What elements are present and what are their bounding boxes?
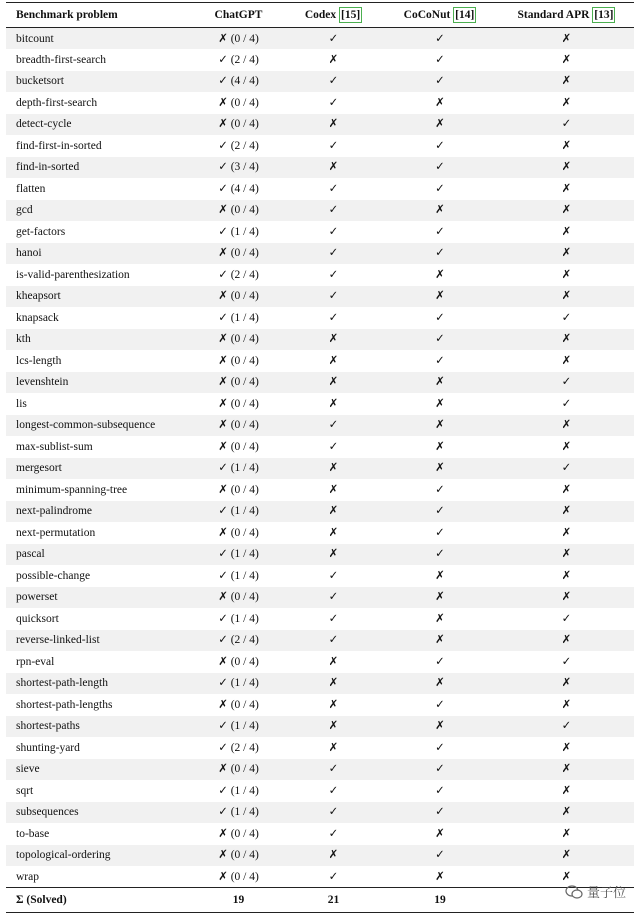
cell-codex: ✗ — [328, 849, 339, 862]
cell-name: flatten — [16, 182, 46, 195]
cell-name: hanoi — [16, 247, 42, 260]
cell-name: shortest-path-lengths — [16, 698, 113, 711]
cell-apr: ✗ — [561, 698, 572, 711]
table-row — [6, 716, 634, 738]
header-coconut — [381, 3, 499, 28]
cell-codex: ✗ — [328, 354, 339, 367]
cell-coconut: ✗ — [435, 118, 445, 131]
cell-codex: ✗ — [328, 462, 339, 475]
table-row — [6, 114, 634, 136]
cell-codex: ✓ — [328, 569, 339, 582]
cell-chatgpt: ✗ (0 / 4) — [218, 247, 259, 260]
cell-codex: ✗ — [328, 376, 339, 389]
header-coconut-label: CoCoNut — [403, 9, 451, 21]
header-apr-label: Standard APR — [517, 9, 590, 21]
cell-apr: ✓ — [561, 462, 572, 475]
coconut-reference-link[interactable]: [14] — [455, 9, 475, 21]
cell-chatgpt: ✓ (2 / 4) — [218, 741, 259, 754]
cell-name: knapsack — [16, 311, 59, 324]
header-standard-apr — [499, 3, 634, 28]
table-row — [6, 802, 634, 824]
cell-coconut: ✓ — [435, 182, 445, 195]
cell-coconut: ✓ — [435, 32, 445, 45]
cell-chatgpt: ✓ (1 / 4) — [218, 569, 259, 582]
cell-name: pascal — [16, 548, 45, 561]
cell-apr: ✗ — [561, 849, 572, 862]
cell-coconut: ✗ — [435, 290, 445, 303]
wechat-icon — [565, 885, 583, 899]
cell-apr: ✗ — [561, 483, 572, 496]
cell-coconut: ✗ — [435, 397, 445, 410]
cell-name: topological-ordering — [16, 849, 111, 862]
table-row — [6, 178, 634, 200]
table-row — [6, 501, 634, 523]
cell-apr: ✗ — [561, 225, 572, 238]
table-row — [6, 651, 634, 673]
cell-chatgpt: ✓ (1 / 4) — [218, 225, 259, 238]
cell-coconut: ✗ — [435, 96, 445, 109]
cell-name: kheapsort — [16, 290, 61, 303]
cell-coconut: ✓ — [435, 333, 445, 346]
table-row — [6, 264, 634, 286]
cell-name: is-valid-parenthesization — [16, 268, 130, 281]
cell-name: sieve — [16, 763, 40, 776]
cell-name: get-factors — [16, 225, 66, 238]
cell-coconut: ✗ — [435, 569, 445, 582]
cell-apr: ✗ — [561, 763, 572, 776]
table-row — [6, 286, 634, 308]
cell-apr: ✗ — [561, 75, 572, 88]
cell-coconut: ✗ — [435, 462, 445, 475]
cell-codex: ✗ — [328, 505, 339, 518]
cell-name: shortest-path-length — [16, 677, 108, 690]
cell-chatgpt: ✗ (0 / 4) — [218, 526, 259, 539]
cell-coconut: ✗ — [435, 268, 445, 281]
cell-coconut: ✗ — [435, 204, 445, 217]
table-row — [6, 845, 634, 867]
table-row — [6, 673, 634, 695]
cell-chatgpt: ✗ (0 / 4) — [218, 440, 259, 453]
cell-apr: ✗ — [561, 204, 572, 217]
cell-chatgpt: ✗ (0 / 4) — [218, 827, 259, 840]
cell-chatgpt: ✓ (1 / 4) — [218, 548, 259, 561]
cell-coconut: ✓ — [435, 548, 445, 561]
cell-name: find-in-sorted — [16, 161, 80, 174]
cell-apr: ✗ — [561, 591, 572, 604]
cell-chatgpt: ✗ (0 / 4) — [218, 870, 259, 883]
cell-name: wrap — [16, 870, 39, 883]
cell-name: reverse-linked-list — [16, 634, 100, 647]
apr-reference-link[interactable]: [13] — [594, 9, 614, 21]
cell-name: find-first-in-sorted — [16, 139, 102, 152]
cell-name: shunting-yard — [16, 741, 80, 754]
cell-name: shortest-paths — [16, 720, 80, 733]
cell-coconut: ✗ — [435, 376, 445, 389]
cell-codex: ✓ — [328, 870, 339, 883]
table-row — [6, 522, 634, 544]
cell-coconut: ✓ — [435, 763, 445, 776]
cell-chatgpt: ✗ (0 / 4) — [218, 698, 259, 711]
cell-chatgpt: ✗ (0 / 4) — [218, 376, 259, 389]
cell-codex: ✗ — [328, 655, 339, 668]
cell-chatgpt: ✓ (3 / 4) — [218, 161, 259, 174]
cell-apr: ✗ — [561, 419, 572, 432]
cell-coconut: ✓ — [435, 849, 445, 862]
cell-codex: ✓ — [328, 75, 339, 88]
cell-codex: ✗ — [328, 548, 339, 561]
table-row — [6, 479, 634, 501]
table-body — [6, 28, 634, 888]
cell-codex: ✓ — [328, 419, 339, 432]
table-row — [6, 200, 634, 222]
cell-codex: ✓ — [328, 204, 339, 217]
cell-codex: ✗ — [328, 333, 339, 346]
cell-codex: ✓ — [328, 182, 339, 195]
table-row — [6, 823, 634, 845]
total-chatgpt: 19 — [191, 888, 286, 913]
cell-name: lcs-length — [16, 354, 62, 367]
cell-name: sqrt — [16, 784, 34, 797]
table-row — [6, 28, 634, 50]
cell-chatgpt: ✗ (0 / 4) — [218, 419, 259, 432]
table-row — [6, 135, 634, 157]
cell-apr: ✗ — [561, 870, 572, 883]
cell-apr: ✗ — [561, 827, 572, 840]
benchmark-results-table — [6, 2, 634, 913]
cell-chatgpt: ✓ (4 / 4) — [218, 182, 259, 195]
cell-coconut: ✓ — [435, 741, 445, 754]
cell-chatgpt: ✓ (2 / 4) — [218, 268, 259, 281]
cell-coconut: ✓ — [435, 655, 445, 668]
cell-codex: ✓ — [328, 612, 339, 625]
cell-codex: ✓ — [328, 591, 339, 604]
cell-chatgpt: ✓ (2 / 4) — [218, 634, 259, 647]
cell-coconut: ✓ — [435, 225, 445, 238]
cell-chatgpt: ✗ (0 / 4) — [218, 849, 259, 862]
cell-coconut: ✗ — [435, 634, 445, 647]
table-row — [6, 393, 634, 415]
table-row — [6, 49, 634, 71]
watermark-text: 量子位 — [586, 886, 626, 901]
cell-codex: ✓ — [328, 784, 339, 797]
table-row — [6, 221, 634, 243]
cell-apr: ✗ — [561, 333, 572, 346]
cell-apr: ✓ — [561, 397, 572, 410]
table-row — [6, 565, 634, 587]
cell-apr: ✗ — [561, 247, 572, 260]
cell-coconut: ✓ — [435, 354, 445, 367]
cell-name: depth-first-search — [16, 96, 98, 109]
cell-chatgpt: ✗ (0 / 4) — [218, 290, 259, 303]
cell-apr: ✓ — [561, 655, 572, 668]
cell-codex: ✓ — [328, 225, 339, 238]
table-row — [6, 737, 634, 759]
cell-chatgpt: ✗ (0 / 4) — [218, 354, 259, 367]
total-codex: 21 — [286, 888, 381, 913]
cell-coconut: ✓ — [435, 311, 445, 324]
cell-codex: ✓ — [328, 827, 339, 840]
cell-apr: ✗ — [561, 32, 572, 45]
cell-apr: ✗ — [561, 354, 572, 367]
cell-coconut: ✗ — [435, 591, 445, 604]
cell-apr: ✗ — [561, 290, 572, 303]
codex-reference-link[interactable]: [15] — [341, 9, 361, 21]
totals-label: Σ (Solved) — [6, 888, 191, 913]
cell-apr: ✓ — [561, 612, 572, 625]
cell-codex: ✗ — [328, 118, 339, 131]
cell-chatgpt: ✓ (1 / 4) — [218, 311, 259, 324]
total-coconut: 19 — [381, 888, 499, 913]
cell-codex: ✓ — [328, 806, 339, 819]
cell-name: next-permutation — [16, 526, 96, 539]
cell-apr: ✓ — [561, 376, 572, 389]
cell-chatgpt: ✓ (1 / 4) — [218, 462, 259, 475]
cell-name: levenshtein — [16, 376, 69, 389]
cell-name: quicksort — [16, 612, 59, 625]
table-row — [6, 544, 634, 566]
cell-coconut: ✓ — [435, 53, 445, 66]
cell-codex: ✗ — [328, 677, 339, 690]
cell-codex: ✗ — [328, 397, 339, 410]
table-row — [6, 350, 634, 372]
cell-apr: ✗ — [561, 440, 572, 453]
cell-coconut: ✓ — [435, 161, 445, 174]
totals-row — [6, 888, 634, 913]
cell-coconut: ✗ — [435, 827, 445, 840]
cell-codex: ✓ — [328, 763, 339, 776]
table-row — [6, 759, 634, 781]
cell-chatgpt: ✓ (1 / 4) — [218, 612, 259, 625]
cell-coconut: ✓ — [435, 784, 445, 797]
cell-apr: ✗ — [561, 526, 572, 539]
cell-chatgpt: ✓ (4 / 4) — [218, 75, 259, 88]
table-row — [6, 307, 634, 329]
cell-chatgpt: ✗ (0 / 4) — [218, 483, 259, 496]
table-row — [6, 372, 634, 394]
cell-coconut: ✗ — [435, 870, 445, 883]
table-row — [6, 243, 634, 265]
cell-codex: ✓ — [328, 290, 339, 303]
cell-codex: ✓ — [328, 440, 339, 453]
cell-codex: ✓ — [328, 634, 339, 647]
cell-name: next-palindrome — [16, 505, 93, 518]
cell-chatgpt: ✗ (0 / 4) — [218, 763, 259, 776]
cell-name: bitcount — [16, 32, 54, 45]
cell-chatgpt: ✓ (1 / 4) — [218, 720, 259, 733]
cell-codex: ✓ — [328, 247, 339, 260]
watermark — [565, 882, 626, 901]
cell-apr: ✓ — [561, 720, 572, 733]
cell-codex: ✓ — [328, 139, 339, 152]
cell-name: to-base — [16, 827, 50, 840]
cell-apr: ✗ — [561, 677, 572, 690]
cell-apr: ✗ — [561, 741, 572, 754]
table-row — [6, 587, 634, 609]
table-row — [6, 458, 634, 480]
cell-name: bucketsort — [16, 75, 64, 88]
cell-coconut: ✗ — [435, 720, 445, 733]
cell-codex: ✓ — [328, 96, 339, 109]
table-row — [6, 92, 634, 114]
cell-apr: ✗ — [561, 53, 572, 66]
cell-apr: ✗ — [561, 548, 572, 561]
table-header-row — [6, 3, 634, 28]
header-chatgpt: ChatGPT — [191, 3, 286, 28]
cell-coconut: ✓ — [435, 247, 445, 260]
cell-apr: ✗ — [561, 96, 572, 109]
table-row — [6, 780, 634, 802]
cell-chatgpt: ✗ (0 / 4) — [218, 96, 259, 109]
cell-apr: ✗ — [561, 634, 572, 647]
cell-codex: ✗ — [328, 53, 339, 66]
cell-name: mergesort — [16, 462, 62, 475]
cell-chatgpt: ✓ (1 / 4) — [218, 677, 259, 690]
cell-apr: ✗ — [561, 806, 572, 819]
table-row — [6, 157, 634, 179]
cell-name: lis — [16, 397, 27, 410]
cell-name: detect-cycle — [16, 118, 72, 131]
table-row — [6, 329, 634, 351]
cell-apr: ✗ — [561, 139, 572, 152]
cell-name: powerset — [16, 591, 58, 604]
cell-chatgpt: ✓ (1 / 4) — [218, 806, 259, 819]
cell-name: minimum-spanning-tree — [16, 483, 128, 496]
cell-chatgpt: ✗ (0 / 4) — [218, 32, 259, 45]
cell-coconut: ✓ — [435, 139, 445, 152]
cell-apr: ✗ — [561, 784, 572, 797]
cell-apr: ✗ — [561, 182, 572, 195]
cell-coconut: ✗ — [435, 419, 445, 432]
cell-coconut: ✓ — [435, 526, 445, 539]
cell-name: kth — [16, 333, 31, 346]
cell-chatgpt: ✗ (0 / 4) — [218, 397, 259, 410]
table-row — [6, 608, 634, 630]
cell-apr: ✗ — [561, 268, 572, 281]
cell-coconut: ✗ — [435, 677, 445, 690]
cell-chatgpt: ✗ (0 / 4) — [218, 333, 259, 346]
table-row — [6, 71, 634, 93]
cell-coconut: ✓ — [435, 505, 445, 518]
cell-name: possible-change — [16, 569, 91, 582]
cell-apr: ✓ — [561, 118, 572, 131]
cell-apr: ✓ — [561, 311, 572, 324]
cell-name: longest-common-subsequence — [16, 419, 156, 432]
cell-coconut: ✗ — [435, 612, 445, 625]
cell-name: max-sublist-sum — [16, 440, 93, 453]
table-row — [6, 694, 634, 716]
cell-apr: ✗ — [561, 505, 572, 518]
cell-codex: ✗ — [328, 161, 339, 174]
cell-codex: ✗ — [328, 698, 339, 711]
cell-coconut: ✓ — [435, 75, 445, 88]
cell-name: rpn-eval — [16, 655, 55, 668]
table-row — [6, 630, 634, 652]
header-codex — [286, 3, 381, 28]
cell-name: subsequences — [16, 806, 79, 819]
cell-chatgpt: ✓ (1 / 4) — [218, 784, 259, 797]
cell-name: breadth-first-search — [16, 53, 107, 66]
cell-coconut: ✓ — [435, 806, 445, 819]
cell-apr: ✗ — [561, 569, 572, 582]
cell-chatgpt: ✓ (2 / 4) — [218, 53, 259, 66]
cell-coconut: ✓ — [435, 483, 445, 496]
header-codex-label: Codex — [304, 9, 337, 21]
cell-chatgpt: ✗ (0 / 4) — [218, 655, 259, 668]
cell-coconut: ✓ — [435, 698, 445, 711]
cell-chatgpt: ✗ (0 / 4) — [218, 591, 259, 604]
cell-codex: ✗ — [328, 720, 339, 733]
cell-chatgpt: ✓ (2 / 4) — [218, 139, 259, 152]
table-row — [6, 415, 634, 437]
cell-chatgpt: ✗ (0 / 4) — [218, 204, 259, 217]
table-row — [6, 866, 634, 888]
cell-coconut: ✗ — [435, 440, 445, 453]
cell-chatgpt: ✓ (1 / 4) — [218, 505, 259, 518]
cell-codex: ✗ — [328, 741, 339, 754]
table-row — [6, 436, 634, 458]
cell-codex: ✓ — [328, 311, 339, 324]
cell-codex: ✗ — [328, 526, 339, 539]
cell-chatgpt: ✗ (0 / 4) — [218, 118, 259, 131]
cell-codex: ✓ — [328, 32, 339, 45]
cell-apr: ✗ — [561, 161, 572, 174]
header-benchmark-problem: Benchmark problem — [6, 3, 191, 28]
cell-codex: ✗ — [328, 483, 339, 496]
cell-codex: ✓ — [328, 268, 339, 281]
cell-name: gcd — [16, 204, 33, 217]
